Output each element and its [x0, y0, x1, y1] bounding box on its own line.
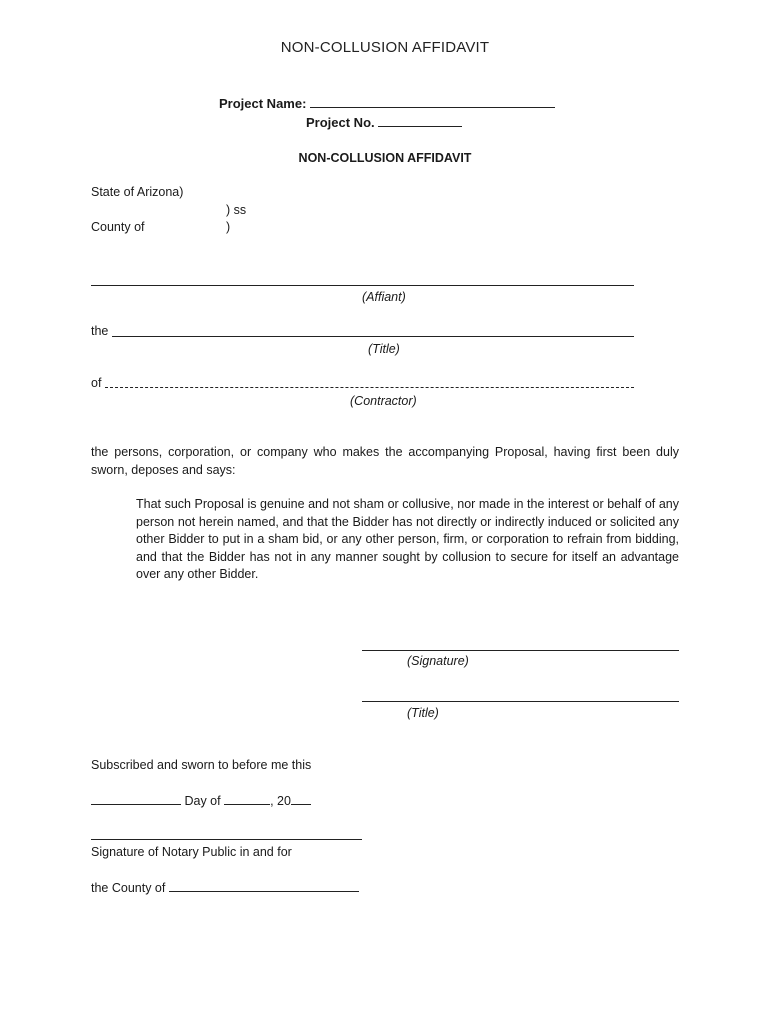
contractor-prefix: of — [91, 376, 102, 390]
contractor-field[interactable] — [105, 387, 634, 388]
page-header-title: NON-COLLUSION AFFIDAVIT — [280, 39, 490, 56]
day-of-label: Day of — [184, 794, 221, 808]
notary-signature-field[interactable] — [91, 839, 362, 840]
statement-paragraph: That such Proposal is genuine and not sham or collusive, nor made in the interest or behalf of any person not herein named, and that the Bidder has not directly or indirectly induced or solicited any other Bidder to put in a sham bid, or any other person, firm, or corporation to refrain from bidding, and that the Bidder has not in any manner sought by collusion to secure for itself an advantage over any other Bidder. — [136, 497, 679, 582]
notary-county-field[interactable] — [169, 879, 359, 892]
project-name-row — [219, 95, 555, 112]
title-field[interactable] — [112, 336, 634, 337]
project-number-field[interactable] — [378, 114, 462, 127]
notary-county-row — [91, 879, 359, 896]
signature-field[interactable] — [362, 650, 679, 651]
notary-date-row — [91, 792, 311, 809]
signature-caption: (Signature) — [407, 654, 469, 668]
notary-signature-label: Signature of Notary Public in and for — [91, 845, 292, 859]
affidavit-subtitle: NON-COLLUSION AFFIDAVIT — [298, 151, 472, 165]
notary-month-field[interactable] — [224, 792, 270, 805]
intro-paragraph: the persons, corporation, or company who makes the accompanying Proposal, having first been duly sworn, deposes and says: — [91, 445, 679, 477]
venue-county-label: County of — [91, 220, 145, 234]
project-number-row — [306, 114, 462, 131]
signer-title-field[interactable] — [362, 701, 679, 702]
signer-title-caption: (Title) — [407, 706, 439, 720]
venue-state — [91, 184, 183, 200]
project-name-field[interactable] — [310, 95, 555, 108]
project-number-label: Project No. — [306, 115, 375, 130]
title-caption: (Title) — [368, 342, 400, 356]
affiant-field[interactable] — [91, 285, 634, 286]
state-paren: ) — [179, 185, 184, 199]
contractor-caption: (Contractor) — [350, 394, 417, 408]
project-name-label: Project Name: — [219, 96, 307, 111]
notary-day-field[interactable] — [91, 792, 181, 805]
notary-county-label: the County of — [91, 881, 166, 895]
year-prefix: , 20 — [270, 794, 291, 808]
affiant-caption: (Affiant) — [362, 290, 406, 304]
title-prefix: the — [91, 324, 109, 338]
venue-county-paren: ) — [226, 220, 231, 234]
sworn-text: Subscribed and sworn to before me this — [91, 758, 312, 772]
state-label: State of Arizona — [91, 185, 180, 199]
notary-year-field[interactable] — [291, 792, 311, 805]
venue-ss: ) ss — [226, 203, 247, 217]
